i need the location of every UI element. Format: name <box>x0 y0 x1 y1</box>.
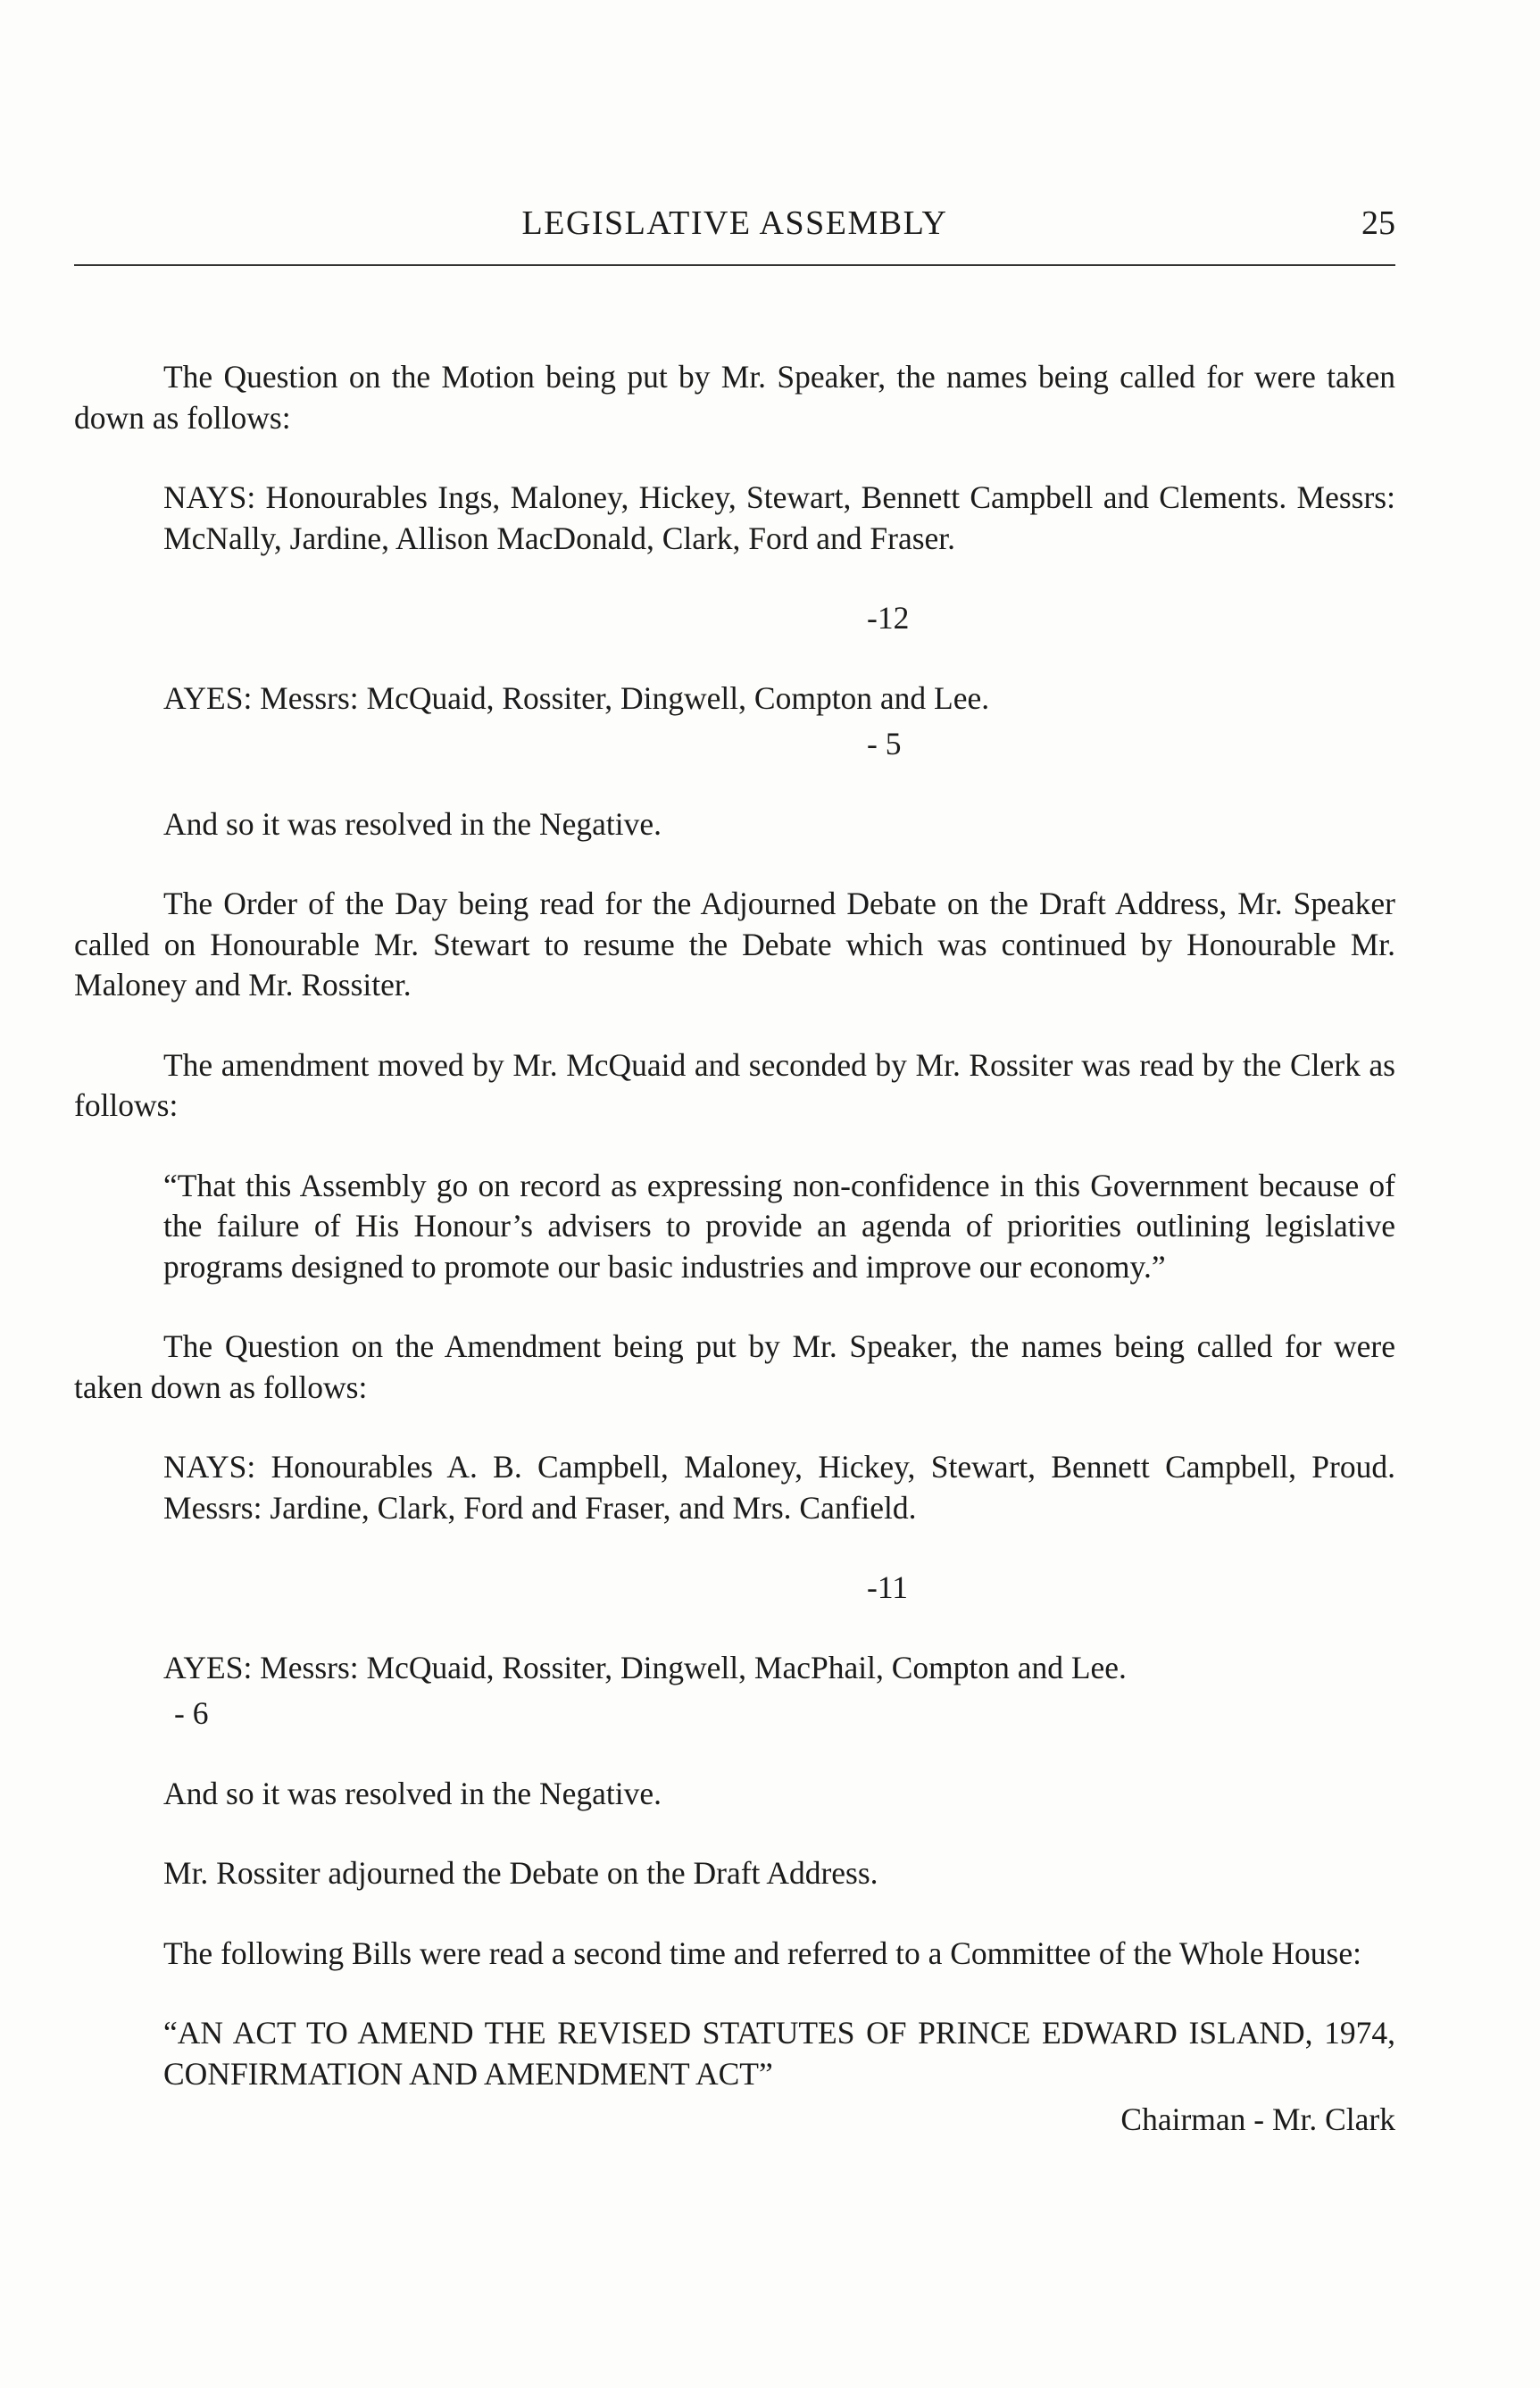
page-body <box>74 357 1395 2141</box>
bills-second-reading-paragraph: The following Bills were read a second time and referred to a Committee of the Whole House: <box>163 1935 1361 1971</box>
nays-count-amendment: -11 <box>867 1569 909 1605</box>
ayes-list-amendment: AYES: Messrs: McQuaid, Rossiter, Dingwell, MacPhail, Compton and Lee. <box>163 1649 1127 1685</box>
resolved-negative-motion: And so it was resolved in the Negative. <box>163 805 662 842</box>
ayes-count-motion: - 5 <box>867 726 902 761</box>
amendment-intro-paragraph: The amendment moved by Mr. McQuaid and seconded by Mr. Rossiter was read by the Clerk as follows: <box>74 1046 1395 1123</box>
page-number: 25 <box>1361 204 1395 242</box>
resolved-negative-amendment: And so it was resolved in the Negative. <box>163 1775 662 1811</box>
header-title: LEGISLATIVE ASSEMBLY <box>521 204 948 242</box>
committee-chairman: Chairman - Mr. Clark <box>1120 2101 1395 2137</box>
amendment-question-paragraph: The Question on the Amendment being put by Mr. Speaker, the names being called for were taken down as follows: <box>74 1328 1395 1405</box>
header-rule <box>74 264 1395 266</box>
page-header <box>74 198 1395 252</box>
nays-list-motion: NAYS: Honourables Ings, Maloney, Hickey, Stewart, Bennett Campbell and Clements. Messrs: McNally, Jardine, Allison MacDonald, Clark, Ford and Fraser. <box>163 479 1395 556</box>
ayes-count-amendment: - 6 <box>174 1695 209 1731</box>
amendment-quote: “That this Assembly go on record as expressing non-confidence in this Government because of the failure of His Honour’s advisers to provide an agenda of priorities outlining legislative programs designed to promote our basic industries and improve our economy.” <box>163 1167 1395 1285</box>
debate-adjourned: Mr. Rossiter adjourned the Debate on the Draft Address. <box>163 1855 878 1891</box>
nays-list-amendment: NAYS: Honourables A. B. Campbell, Maloney, Hickey, Stewart, Bennett Campbell, Proud. Messrs: Jardine, Clark, Ford and Fraser, and Mrs. Canfield. <box>163 1449 1395 1526</box>
nays-count-motion: -12 <box>867 600 910 636</box>
bill-title: “AN ACT TO AMEND THE REVISED STATUTES OF PRINCE EDWARD ISLAND, 1974, CONFIRMATION AND AMENDMENT ACT” <box>163 2015 1395 2092</box>
order-of-day-paragraph: The Order of the Day being read for the Adjourned Debate on the Draft Address, Mr. Speaker called on Honourable Mr. Stewart to resume the Debate which was continued by Honourable Mr. Maloney and Mr. Rossiter. <box>74 886 1395 1003</box>
motion-question-paragraph: The Question on the Motion being put by Mr. Speaker, the names being called for were taken down as follows: <box>74 359 1395 436</box>
ayes-list-motion: AYES: Messrs: McQuaid, Rossiter, Dingwell, Compton and Lee. <box>163 679 990 716</box>
